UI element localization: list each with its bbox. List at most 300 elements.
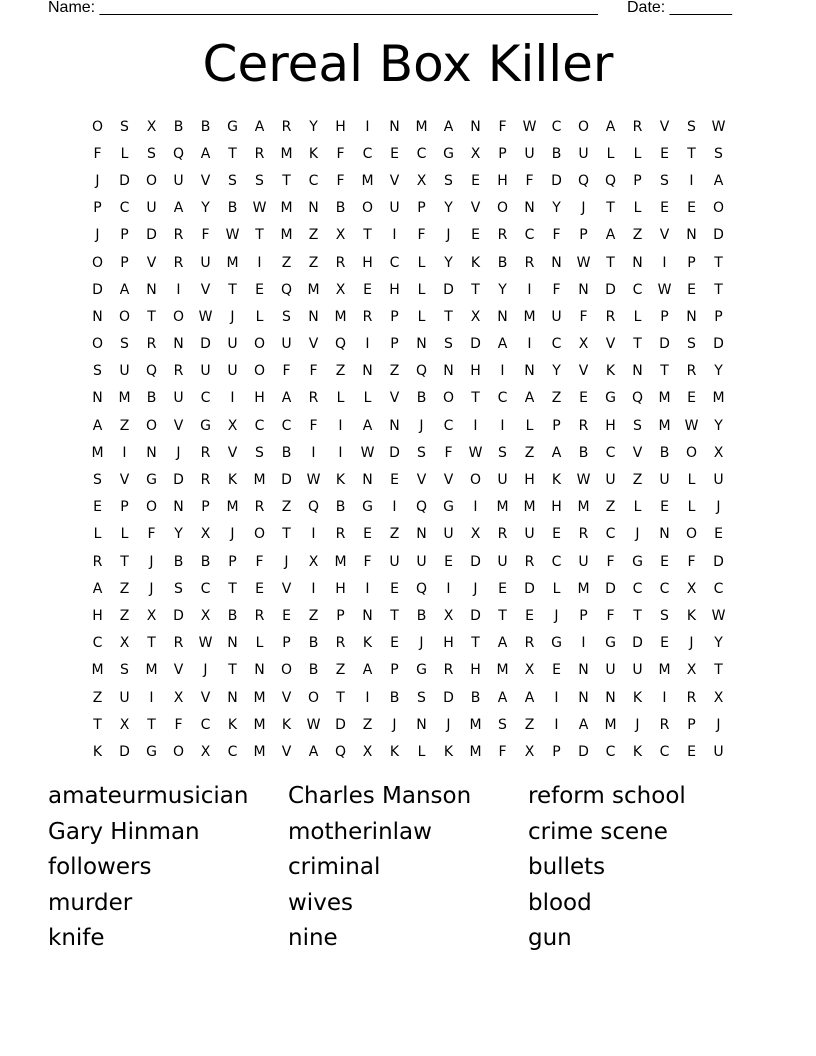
grid-letter: M	[604, 716, 617, 733]
grid-letter: E	[363, 526, 372, 543]
grid-letter: J	[95, 172, 100, 189]
grid-letter: W	[576, 254, 591, 271]
grid-letter: K	[308, 145, 319, 162]
grid-letter: B	[146, 390, 157, 407]
grid-letter: B	[227, 200, 238, 217]
grid-letter: M	[469, 743, 482, 760]
grid-letter: C	[308, 172, 319, 189]
grid-letter: B	[416, 607, 427, 624]
grid-letter: W	[522, 118, 537, 135]
grid-letter: O	[442, 390, 455, 407]
grid-letter: S	[93, 472, 102, 489]
grid-letter: J	[716, 499, 721, 516]
grid-letter: B	[173, 118, 184, 135]
grid-letter: L	[255, 308, 264, 325]
grid-letter: R	[443, 662, 454, 679]
grid-letter: R	[254, 145, 265, 162]
grid-letter: H	[335, 118, 346, 135]
grid-letter: G	[551, 635, 562, 652]
grid-letter: X	[146, 118, 157, 135]
grid-letter: I	[365, 118, 370, 135]
grid-letter: N	[389, 118, 400, 135]
grid-letter: K	[389, 743, 400, 760]
grid-letter: W	[684, 417, 699, 434]
grid-letter: D	[632, 635, 643, 652]
grid-letter: A	[362, 417, 373, 434]
grid-letter: D	[713, 553, 724, 570]
puzzle-title: Cereal Box Killer	[202, 35, 614, 93]
grid-letter: N	[578, 662, 589, 679]
grid-letter: K	[335, 472, 346, 489]
grid-letter: I	[392, 227, 397, 244]
grid-letter: Z	[524, 444, 535, 461]
grid-letter: P	[660, 308, 669, 325]
grid-letter: I	[338, 444, 343, 461]
grid-letter: H	[92, 607, 103, 624]
grid-letter: R	[686, 689, 697, 706]
grid-letter: W	[576, 472, 591, 489]
grid-letter: Y	[201, 200, 210, 217]
grid-row	[84, 684, 732, 711]
grid-letter: W	[306, 716, 321, 733]
grid-letter: I	[311, 444, 316, 461]
grid-letter: R	[308, 390, 319, 407]
grid-letter: F	[417, 227, 426, 244]
grid-letter: I	[311, 526, 316, 543]
grid-letter: X	[146, 607, 157, 624]
grid-letter: I	[311, 580, 316, 597]
grid-letter: M	[658, 390, 671, 407]
grid-letter: X	[686, 662, 697, 679]
grid-letter: O	[253, 363, 266, 380]
grid-letter: P	[336, 607, 345, 624]
grid-letter: U	[389, 553, 400, 570]
grid-letter: U	[578, 145, 589, 162]
grid-letter: S	[660, 607, 669, 624]
grid-letter: N	[227, 635, 238, 652]
grid-letter: T	[633, 607, 642, 624]
grid-letter: S	[228, 172, 237, 189]
grid-letter: T	[714, 281, 723, 298]
grid-letter: Q	[415, 580, 428, 597]
grid-row	[84, 466, 732, 493]
grid-row	[84, 630, 732, 657]
grid-letter: U	[497, 472, 508, 489]
grid-letter: T	[336, 689, 345, 706]
grid-letter: X	[686, 580, 697, 597]
grid-letter: X	[470, 145, 481, 162]
grid-letter: D	[335, 716, 346, 733]
grid-letter: L	[417, 743, 426, 760]
grid-letter: R	[92, 553, 103, 570]
grid-letter: Q	[334, 743, 347, 760]
grid-letter: H	[335, 580, 346, 597]
grid-letter: E	[579, 390, 588, 407]
grid-letter: L	[606, 145, 615, 162]
grid-letter: A	[200, 145, 211, 162]
grid-letter: B	[335, 200, 346, 217]
grid-letter: F	[606, 553, 615, 570]
grid-letter: E	[660, 635, 669, 652]
grid-letter: B	[497, 254, 508, 271]
grid-letter: A	[524, 390, 535, 407]
grid-letter: E	[552, 662, 561, 679]
grid-letter: M	[577, 499, 590, 516]
grid-letter: H	[389, 281, 400, 298]
grid-row	[84, 575, 732, 602]
grid-letter: D	[119, 743, 130, 760]
grid-letter: S	[147, 145, 156, 162]
grid-letter: V	[146, 254, 157, 271]
grid-letter: K	[443, 743, 454, 760]
grid-letter: U	[227, 336, 238, 353]
grid-letter: T	[471, 281, 480, 298]
grid-letter: M	[91, 444, 104, 461]
grid-letter: P	[498, 145, 507, 162]
grid-letter: Q	[415, 499, 428, 516]
grid-letter: X	[524, 662, 535, 679]
grid-letter: W	[360, 444, 375, 461]
grid-letter: S	[714, 145, 723, 162]
grid-letter: U	[281, 336, 292, 353]
grid-letter: Q	[334, 336, 347, 353]
grid-row	[84, 167, 732, 194]
grid-letter: Z	[605, 499, 616, 516]
grid-letter: S	[498, 716, 507, 733]
grid-letter: I	[581, 635, 586, 652]
grid-letter: P	[552, 743, 561, 760]
grid-letter: E	[390, 472, 399, 489]
grid-row	[84, 222, 732, 249]
grid-letter: U	[578, 553, 589, 570]
grid-letter: T	[390, 607, 399, 624]
grid-letter: P	[228, 553, 237, 570]
grid-letter: C	[416, 145, 427, 162]
grid-letter: P	[579, 607, 588, 624]
grid-letter: X	[200, 607, 211, 624]
grid-letter: Y	[714, 417, 723, 434]
word-list-item: bullets	[528, 854, 606, 881]
grid-letter: V	[281, 580, 292, 597]
word-list-item: wives	[288, 889, 353, 916]
grid-letter: M	[334, 553, 347, 570]
grid-letter: R	[335, 254, 346, 271]
grid-letter: A	[362, 662, 373, 679]
grid-letter: A	[173, 200, 184, 217]
grid-letter: J	[230, 526, 235, 543]
grid-letter: R	[578, 417, 589, 434]
grid-letter: P	[714, 308, 723, 325]
grid-row	[84, 249, 732, 276]
grid-letter: I	[365, 336, 370, 353]
grid-letter: E	[552, 526, 561, 543]
grid-letter: T	[714, 662, 723, 679]
grid-letter: D	[470, 553, 481, 570]
grid-letter: C	[362, 145, 373, 162]
grid-letter: E	[660, 145, 669, 162]
grid-letter: F	[309, 363, 318, 380]
grid-letter: T	[147, 308, 156, 325]
grid-letter: Z	[308, 607, 319, 624]
grid-letter: U	[524, 526, 535, 543]
grid-letter: U	[173, 172, 184, 189]
grid-letter: P	[579, 227, 588, 244]
grid-letter: O	[172, 743, 185, 760]
grid-letter: L	[255, 635, 264, 652]
grid-letter: Y	[174, 526, 183, 543]
grid-letter: F	[606, 607, 615, 624]
grid-letter: A	[308, 743, 319, 760]
grid-letter: T	[282, 172, 291, 189]
grid-letter: M	[415, 118, 428, 135]
grid-letter: O	[118, 308, 131, 325]
grid-letter: F	[498, 118, 507, 135]
grid-letter: R	[497, 227, 508, 244]
grid-letter: U	[497, 553, 508, 570]
grid-letter: H	[605, 417, 616, 434]
grid-letter: M	[280, 227, 293, 244]
word-list-item: murder	[48, 889, 133, 916]
grid-letter: S	[444, 336, 453, 353]
grid-letter: Y	[444, 200, 453, 217]
grid-letter: X	[524, 743, 535, 760]
grid-letter: L	[120, 526, 129, 543]
grid-letter: L	[687, 472, 696, 489]
grid-letter: C	[200, 716, 211, 733]
grid-letter: J	[689, 635, 694, 652]
grid-letter: N	[254, 662, 265, 679]
grid-letter: L	[120, 145, 129, 162]
grid-letter: C	[632, 580, 643, 597]
grid-row	[84, 738, 732, 765]
grid-letter: I	[122, 444, 127, 461]
grid-letter: C	[119, 200, 130, 217]
worksheet-header	[0, 0, 816, 22]
grid-letter: U	[713, 472, 724, 489]
grid-letter: T	[228, 145, 237, 162]
grid-row	[84, 358, 732, 385]
grid-letter: U	[119, 363, 130, 380]
grid-letter: M	[523, 499, 536, 516]
grid-letter: Z	[281, 254, 292, 271]
grid-letter: T	[228, 281, 237, 298]
grid-letter: S	[633, 417, 642, 434]
grid-letter: M	[226, 254, 239, 271]
grid-row	[84, 303, 732, 330]
grid-letter: B	[227, 607, 238, 624]
grid-letter: A	[92, 580, 103, 597]
grid-letter: V	[605, 336, 616, 353]
grid-letter: T	[228, 580, 237, 597]
grid-letter: I	[662, 689, 667, 706]
grid-letter: I	[554, 716, 559, 733]
name-field-label: Name: ________________________________________________________	[48, 0, 598, 16]
grid-letter: G	[146, 472, 157, 489]
grid-letter: L	[633, 145, 642, 162]
grid-letter: C	[713, 580, 724, 597]
grid-letter: D	[524, 580, 535, 597]
grid-letter: X	[200, 526, 211, 543]
grid-letter: H	[470, 662, 481, 679]
grid-letter: N	[362, 472, 373, 489]
grid-letter: V	[470, 200, 481, 217]
grid-letter: K	[632, 743, 643, 760]
grid-letter: L	[633, 499, 642, 516]
grid-letter: Y	[444, 254, 453, 271]
grid-letter: A	[551, 444, 562, 461]
grid-letter: W	[468, 444, 483, 461]
grid-row	[84, 113, 732, 140]
grid-letter: R	[659, 716, 670, 733]
grid-letter: X	[470, 526, 481, 543]
grid-letter: K	[227, 716, 238, 733]
grid-letter: P	[120, 254, 129, 271]
grid-letter: N	[416, 716, 427, 733]
grid-letter: O	[145, 499, 158, 516]
grid-letter: M	[280, 200, 293, 217]
grid-letter: W	[657, 281, 672, 298]
grid-letter: J	[419, 417, 424, 434]
grid-letter: E	[687, 390, 696, 407]
grid-letter: A	[443, 118, 454, 135]
grid-letter: V	[308, 336, 319, 353]
grid-letter: K	[227, 472, 238, 489]
word-list-item: amateurmusician	[48, 783, 249, 809]
word-list-item: gun	[528, 925, 572, 952]
word-list-item: reform school	[528, 783, 686, 809]
grid-letter: C	[254, 417, 265, 434]
grid-letter: I	[176, 281, 181, 298]
grid-letter: T	[471, 390, 480, 407]
grid-letter: D	[443, 689, 454, 706]
grid-letter: N	[362, 607, 373, 624]
grid-letter: X	[119, 635, 130, 652]
grid-row	[84, 412, 732, 439]
grid-letter: D	[173, 472, 184, 489]
grid-letter: Y	[309, 118, 318, 135]
grid-row	[84, 385, 732, 412]
grid-letter: B	[551, 145, 562, 162]
grid-letter: V	[416, 472, 427, 489]
grid-letter: G	[632, 553, 643, 570]
grid-letter: V	[389, 172, 400, 189]
grid-letter: W	[225, 227, 240, 244]
grid-letter: A	[497, 635, 508, 652]
grid-letter: Z	[335, 662, 346, 679]
word-list-item: motherinlaw	[288, 818, 432, 845]
grid-letter: N	[416, 336, 427, 353]
grid-letter: Q	[172, 145, 185, 162]
grid-letter: U	[389, 200, 400, 217]
grid-letter: C	[551, 336, 562, 353]
word-list	[48, 779, 768, 957]
grid-letter: M	[712, 390, 725, 407]
grid-letter: L	[633, 308, 642, 325]
grid-letter: R	[335, 526, 346, 543]
grid-letter: P	[282, 635, 291, 652]
grid-letter: U	[443, 526, 454, 543]
grid-letter: N	[497, 308, 508, 325]
grid-letter: N	[686, 308, 697, 325]
grid-letter: R	[200, 472, 211, 489]
grid-letter: U	[605, 662, 616, 679]
grid-letter: E	[282, 607, 291, 624]
grid-letter: N	[308, 200, 319, 217]
grid-letter: I	[473, 417, 478, 434]
grid-letter: C	[389, 254, 400, 271]
grid-letter: J	[473, 580, 478, 597]
grid-letter: O	[145, 417, 158, 434]
grid-letter: N	[578, 689, 589, 706]
grid-letter: D	[443, 281, 454, 298]
grid-letter: R	[362, 308, 373, 325]
grid-letter: F	[336, 145, 345, 162]
grid-letter: R	[173, 363, 184, 380]
grid-letter: F	[309, 417, 318, 434]
grid-letter: N	[362, 363, 373, 380]
grid-letter: J	[419, 635, 424, 652]
grid-letter: T	[687, 145, 696, 162]
grid-letter: L	[417, 308, 426, 325]
grid-letter: U	[524, 145, 535, 162]
grid-letter: N	[470, 118, 481, 135]
grid-letter: S	[687, 336, 696, 353]
grid-letter: U	[119, 689, 130, 706]
grid-letter: J	[554, 607, 559, 624]
grid-letter: R	[200, 444, 211, 461]
grid-letter: I	[473, 499, 478, 516]
grid-letter: G	[443, 499, 454, 516]
grid-letter: K	[686, 607, 697, 624]
grid-letter: X	[200, 743, 211, 760]
grid-letter: O	[91, 254, 104, 271]
grid-letter: C	[605, 743, 616, 760]
grid-letter: U	[200, 363, 211, 380]
grid-letter: F	[174, 716, 183, 733]
grid-letter: K	[605, 363, 616, 380]
grid-letter: N	[389, 417, 400, 434]
grid-letter: G	[200, 417, 211, 434]
grid-letter: Y	[498, 281, 507, 298]
grid-letter: Z	[389, 526, 400, 543]
grid-letter: M	[91, 662, 104, 679]
grid-letter: F	[255, 553, 264, 570]
grid-letter: X	[308, 553, 319, 570]
grid-letter: N	[632, 254, 643, 271]
grid-letter: I	[554, 689, 559, 706]
grid-letter: J	[446, 227, 451, 244]
grid-letter: N	[146, 444, 157, 461]
grid-letter: Q	[415, 363, 428, 380]
grid-row	[84, 140, 732, 167]
grid-letter: A	[524, 689, 535, 706]
grid-letter: V	[659, 118, 670, 135]
grid-letter: R	[173, 227, 184, 244]
grid-letter: O	[685, 526, 698, 543]
grid-letter: Y	[552, 363, 561, 380]
grid-letter: R	[281, 118, 292, 135]
grid-letter: X	[443, 607, 454, 624]
grid-letter: I	[500, 417, 505, 434]
grid-letter: N	[173, 499, 184, 516]
grid-letter: R	[146, 336, 157, 353]
grid-letter: R	[173, 254, 184, 271]
grid-letter: R	[632, 118, 643, 135]
grid-letter: P	[120, 227, 129, 244]
grid-letter: C	[497, 390, 508, 407]
grid-letter: I	[365, 580, 370, 597]
grid-letter: B	[308, 662, 319, 679]
